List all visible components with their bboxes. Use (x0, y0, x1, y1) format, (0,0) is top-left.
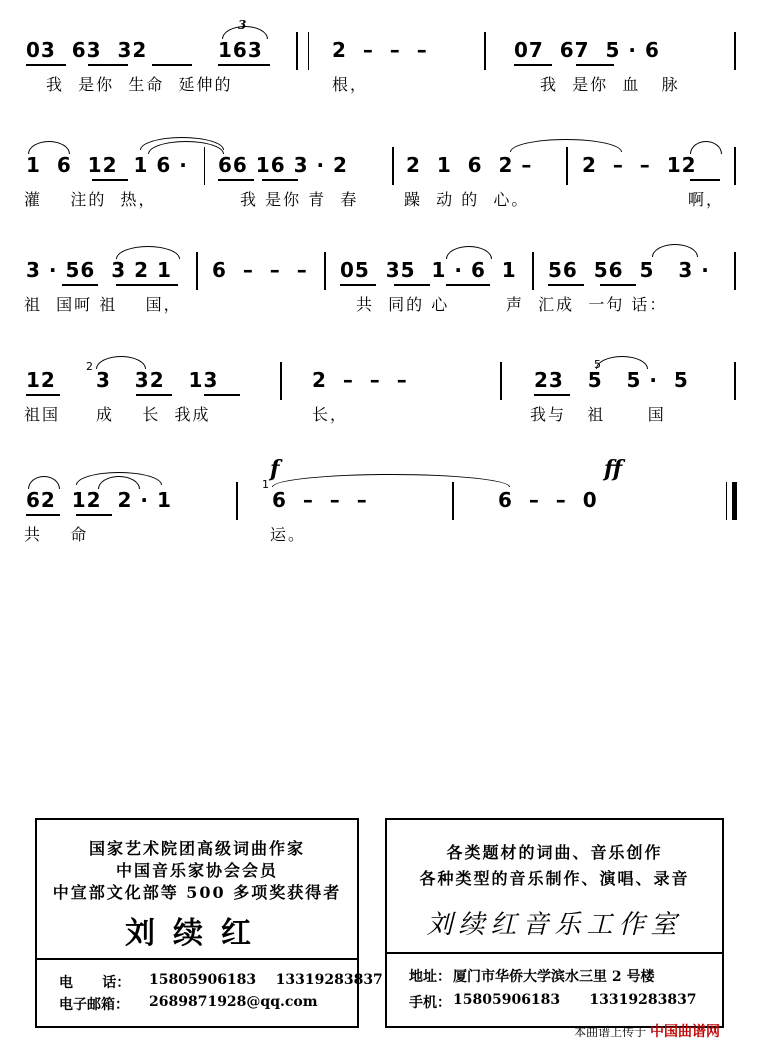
final-barline-thick (732, 482, 737, 520)
dynamic-fortissimo: ff (604, 456, 623, 482)
underline (446, 284, 490, 286)
dynamic-forte: f (270, 456, 280, 482)
notes-measure-3: 07 67 5 · 6 (514, 38, 660, 62)
address-value: 厦门市华侨大学滨水三里 2 号楼 (453, 969, 655, 985)
triplet-mark: 3 (238, 18, 247, 32)
notes-measure-10: 05 35 1 · 6 1 (340, 258, 517, 282)
slur (272, 474, 510, 487)
notes-measure-16: 6 – – – (272, 488, 368, 512)
slur (690, 141, 722, 154)
barline (500, 362, 502, 400)
barline (484, 32, 486, 70)
lyric-segment: 祖国 (24, 405, 61, 424)
underline (340, 284, 376, 286)
notes-measure-9: 6 – – – (212, 258, 308, 282)
notation-row (0, 360, 760, 400)
lyric-row (0, 72, 760, 98)
notes-measure-7: 2 – – 12 (582, 153, 697, 177)
underline (62, 284, 98, 286)
barline (734, 32, 736, 70)
divider (387, 952, 722, 954)
score-system-2 (0, 145, 760, 255)
phone-label: 电 话： (59, 975, 131, 991)
lyric-segment: 灌 注的 热， (24, 190, 157, 209)
lyric-segment: 我 是你 青 春 (240, 190, 359, 209)
notes-measure-1b: 163 (218, 38, 263, 62)
underline (116, 284, 178, 286)
underline (152, 64, 192, 66)
lyric-segment: 共 同的 心 (356, 295, 450, 314)
footer-text: 本曲谱上传于 (574, 1025, 647, 1039)
lyric-segment: 啊， (688, 190, 725, 209)
email-value: 2689871928@qq.com (149, 994, 318, 1010)
lyric-segment: 躁 动 的 心。 (404, 190, 530, 209)
notes-measure-2: 2 – – – (332, 38, 428, 62)
upload-footer (574, 1021, 720, 1041)
notes-measure-6: 2 1 6 2 – (406, 153, 533, 177)
studio-credit-box (385, 818, 724, 1028)
score-system-3 (0, 250, 760, 360)
site-logo[interactable]: 中国曲谱网 (650, 1024, 720, 1040)
barline (392, 147, 394, 185)
notes-measure-13: 2 – – – (312, 368, 408, 392)
underline (76, 514, 112, 516)
underline (218, 179, 254, 181)
credit-line: 各种类型的音乐制作、演唱、录音 (419, 869, 690, 888)
notation-row (0, 480, 760, 520)
underline (26, 64, 66, 66)
barline (566, 147, 568, 185)
barline (196, 252, 198, 290)
score-system-5 (0, 456, 760, 590)
underline (576, 64, 614, 66)
lyric-row (0, 522, 760, 548)
barline (204, 147, 205, 185)
composer-name: 刘续红 (125, 916, 269, 951)
notes-measure-8: 3 · 56 3 2 1 (26, 258, 172, 282)
final-barline-thin (726, 482, 727, 520)
lyric-row (0, 292, 760, 318)
mobile-value: 15805906183 13319283837 (453, 992, 697, 1008)
score-system-1 (0, 18, 760, 140)
lyric-segment: 长， (312, 405, 349, 424)
notes-measure-12b: 3 32 13 (96, 368, 219, 392)
underline (534, 394, 570, 396)
lyric-segment: 我 是你 血 脉 (540, 75, 680, 94)
barline (734, 362, 736, 400)
underline (548, 284, 584, 286)
phone-value: 15805906183 13319283837 (149, 972, 383, 988)
mobile-label: 手机： (409, 995, 451, 1011)
composer-credit-box (35, 818, 383, 1028)
underline (218, 64, 270, 66)
credit-line: 中宣部文化部等 500 多项奖获得者 (52, 883, 342, 902)
lyric-row (0, 187, 760, 213)
underline (204, 394, 240, 396)
lyric-segment: 运。 (270, 525, 307, 544)
credit-line: 中国音乐家协会会员 (115, 861, 278, 880)
grace-note: 1 (262, 478, 269, 491)
score-system-4 (0, 360, 760, 470)
barline (734, 147, 736, 185)
lyric-segment: 祖 国呵 祖 国， (24, 295, 182, 314)
grace-note: 2 (86, 360, 93, 373)
barline (734, 252, 736, 290)
notes-measure-17: 6 – – 0 (498, 488, 598, 512)
email-label: 电子邮箱： (59, 997, 129, 1013)
credit-line: 各类题材的词曲、音乐创作 (446, 843, 663, 862)
lyric-segment: 我 是你 生命 延伸的 (46, 75, 233, 94)
barline (280, 362, 282, 400)
underline (88, 64, 128, 66)
notes-measure-4: 1 6 12 1 6 · (26, 153, 188, 177)
underline (26, 514, 60, 516)
notation-row (0, 145, 760, 185)
notation-row (0, 250, 760, 290)
notes-measure-1a: 03 63 32 (26, 38, 148, 62)
credit-line: 国家艺术院团高级词曲作家 (88, 839, 305, 858)
lyric-segment: 根， (332, 75, 369, 94)
underline (262, 179, 298, 181)
lyric-row (0, 402, 760, 428)
barline (324, 252, 326, 290)
address-label: 地址： (409, 969, 451, 985)
studio-name: 刘续红音乐工作室 (426, 910, 683, 940)
notes-measure-12a: 12 (26, 368, 56, 392)
lyric-segment: 成 长 我成 (96, 405, 211, 424)
underline (690, 179, 720, 181)
notes-measure-11: 56 56 5 3 · (548, 258, 710, 282)
barline (532, 252, 534, 290)
barline (308, 32, 309, 70)
barline (236, 482, 238, 520)
underline (26, 394, 60, 396)
notes-measure-5: 66 16 3 · 2 (218, 153, 348, 177)
underline (136, 394, 172, 396)
notes-measure-14: 23 5 5 · 5 (534, 368, 689, 392)
divider (37, 958, 357, 960)
lyric-segment: 共 命 (24, 525, 89, 544)
barline (296, 32, 298, 70)
underline (600, 284, 636, 286)
barline (452, 482, 454, 520)
lyric-segment: 声 汇成 一句 话： (506, 295, 668, 314)
lyric-segment: 我与 祖 国 (530, 405, 666, 424)
notation-row (0, 18, 760, 70)
underline (394, 284, 430, 286)
underline (514, 64, 552, 66)
grace-note: 5 (594, 358, 601, 371)
notes-measure-15: 62 12 2 · 1 (26, 488, 172, 512)
underline (92, 179, 128, 181)
